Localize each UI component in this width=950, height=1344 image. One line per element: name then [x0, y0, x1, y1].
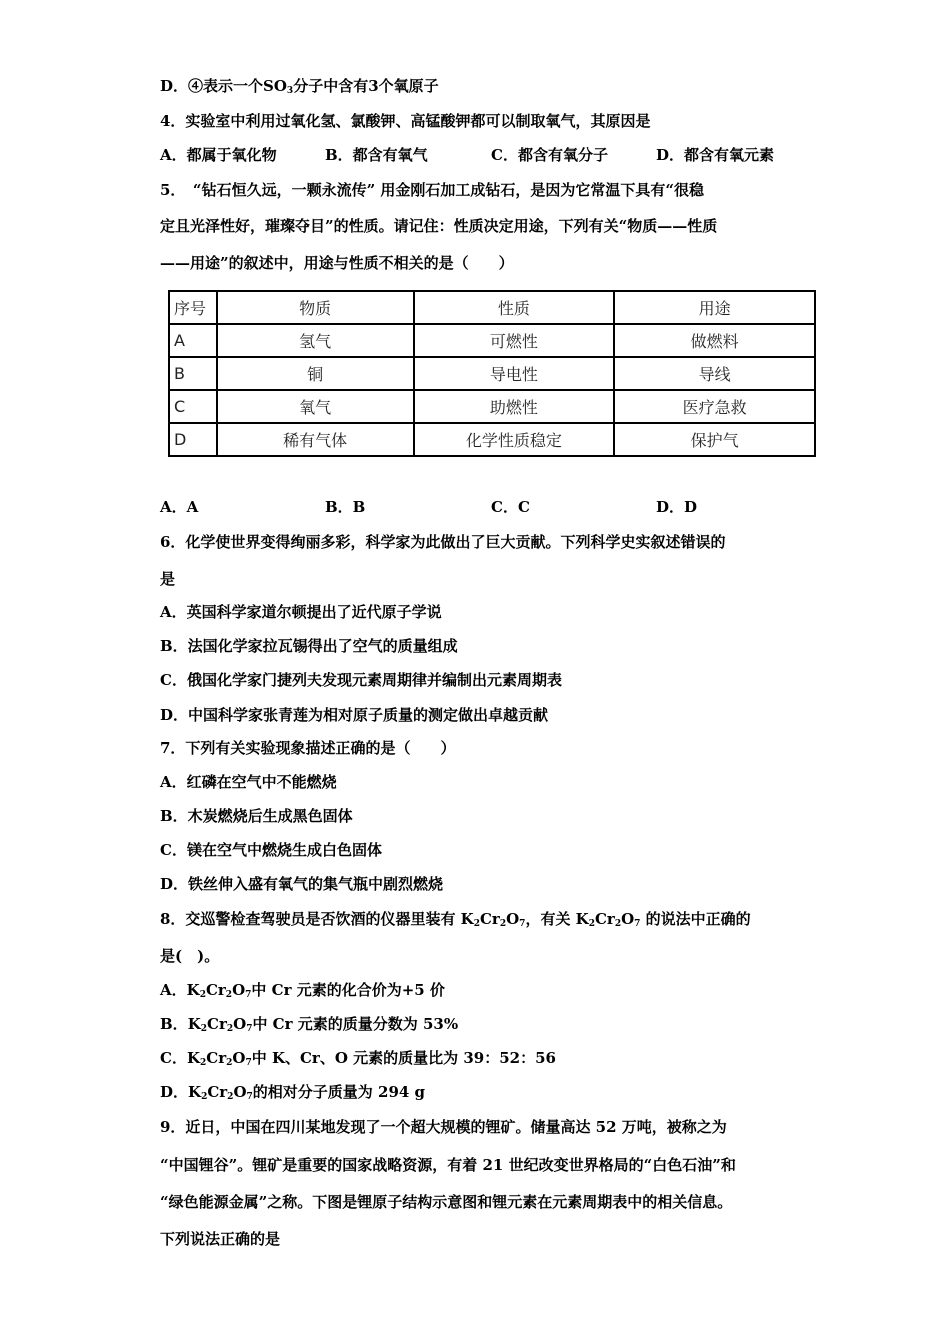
table-header-cell: 性质 — [414, 291, 615, 324]
table-cell: 可燃性 — [414, 324, 615, 357]
q9-stem-line2: “中国锂谷”。锂矿是重要的国家战略资源，有着 21 世纪改变世界格局的“白色石油”和 — [160, 1156, 736, 1174]
table-cell: 铜 — [217, 357, 414, 390]
table-row — [169, 390, 815, 423]
q5-option-d: D．D — [656, 498, 698, 516]
table-cell: 助燃性 — [414, 390, 615, 423]
q5-option-b: B．B — [325, 498, 366, 516]
q9-stem-line4: 下列说法正确的是 — [160, 1230, 281, 1248]
table-cell: 做燃料 — [614, 324, 815, 357]
q7-option-d: D．铁丝伸入盛有氧气的集气瓶中剧烈燃烧 — [160, 875, 444, 893]
table-cell: 化学性质稳定 — [414, 423, 615, 456]
q7-option-b: B．木炭燃烧后生成黑色固体 — [160, 807, 353, 825]
q8-option-c: C．$K_2Cr_2O_7$中 K、Cr、O 元素的质量比为 39：52：56 — [160, 1049, 556, 1068]
table-cell: 氧气 — [217, 390, 414, 423]
q5-option-a: A．A — [160, 498, 199, 516]
table-cell: 医疗急救 — [614, 390, 815, 423]
table-row — [169, 324, 815, 357]
q6-option-d: D．中国科学家张青莲为相对原子质量的测定做出卓越贡献 — [160, 706, 549, 724]
q8-stem-line1: 8．交巡警检查驾驶员是否饮酒的仪器里装有 $K_2Cr_2O_7$，有关 $K_2Cr_2O_7$ 的说法中正确的 — [160, 910, 751, 929]
table-header-cell: 物质 — [217, 291, 414, 324]
q9-stem-line3: “绿色能源金属”之称。下图是锂原子结构示意图和锂元素在元素周期表中的相关信息。 — [160, 1193, 733, 1211]
table-cell: 稀有气体 — [217, 423, 414, 456]
q7-stem: 7．下列有关实验现象描述正确的是（ ） — [160, 739, 456, 757]
q6-stem-line2: 是 — [160, 570, 176, 588]
q6-option-c: C．俄国化学家门捷列夫发现元素周期律并编制出元素周期表 — [160, 671, 562, 689]
q5-stem-line1: 5． “钻石恒久远，一颗永流传” 用金刚石加工成钻石，是因为它常温下具有“很稳 — [160, 181, 705, 199]
table-cell: D — [169, 423, 217, 456]
table-header-cell: 用途 — [614, 291, 815, 324]
table-row — [169, 357, 815, 390]
table-cell: 保护气 — [614, 423, 815, 456]
q9-stem-line1: 9．近日，中国在四川某地发现了一个超大规模的锂矿。储量高达 52 万吨，被称之为 — [160, 1118, 727, 1136]
q5-stem-line3: ——用途”的叙述中，用途与性质不相关的是（ ） — [160, 254, 514, 272]
table-cell: 氢气 — [217, 324, 414, 357]
q6-stem-line1: 6．化学使世界变得绚丽多彩，科学家为此做出了巨大贡献。下列科学史实叙述错误的 — [160, 533, 726, 551]
q4-stem: 4．实验室中利用过氧化氢、氯酸钾、高锰酸钾都可以制取氧气，其原因是 — [160, 112, 651, 130]
table-header-cell: 序号 — [169, 291, 217, 324]
table-cell: 导电性 — [414, 357, 615, 390]
q3-option-d: D．④表示一个$SO_3$分子中含有3个氧原子 — [160, 77, 439, 96]
q5-table — [168, 290, 816, 457]
q4-option-a: A．都属于氧化物 — [160, 146, 277, 164]
table-cell: A — [169, 324, 217, 357]
q8-option-b: B．$K_2Cr_2O_7$中 Cr 元素的质量分数为 53% — [160, 1015, 459, 1034]
table-row — [169, 423, 815, 456]
q7-option-c: C．镁在空气中燃烧生成白色固体 — [160, 841, 382, 859]
q6-option-a: A．英国科学家道尔顿提出了近代原子学说 — [160, 603, 442, 621]
table-header-row — [169, 291, 815, 324]
q7-option-a: A．红磷在空气中不能燃烧 — [160, 773, 337, 791]
q4-option-d: D．都含有氧元素 — [656, 146, 775, 164]
table-cell: 导线 — [614, 357, 815, 390]
q8-option-a: A．$K_2Cr_2O_7$中 Cr 元素的化合价为+5 价 — [160, 981, 445, 1000]
table-cell: B — [169, 357, 217, 390]
q5-stem-line2: 定且光泽性好，璀璨夺目”的性质。请记住：性质决定用途，下列有关“物质——性质 — [160, 217, 718, 235]
q5-option-c: C．C — [491, 498, 530, 516]
table-cell: C — [169, 390, 217, 423]
q4-option-b: B．都含有氧气 — [325, 146, 428, 164]
q8-option-d: D．$K_2Cr_2O_7$的相对分子质量为 294 g — [160, 1083, 426, 1102]
q4-option-c: C．都含有氧分子 — [491, 146, 608, 164]
q8-stem-line2: 是( )。 — [160, 947, 220, 965]
q6-option-b: B．法国化学家拉瓦锡得出了空气的质量组成 — [160, 637, 458, 655]
